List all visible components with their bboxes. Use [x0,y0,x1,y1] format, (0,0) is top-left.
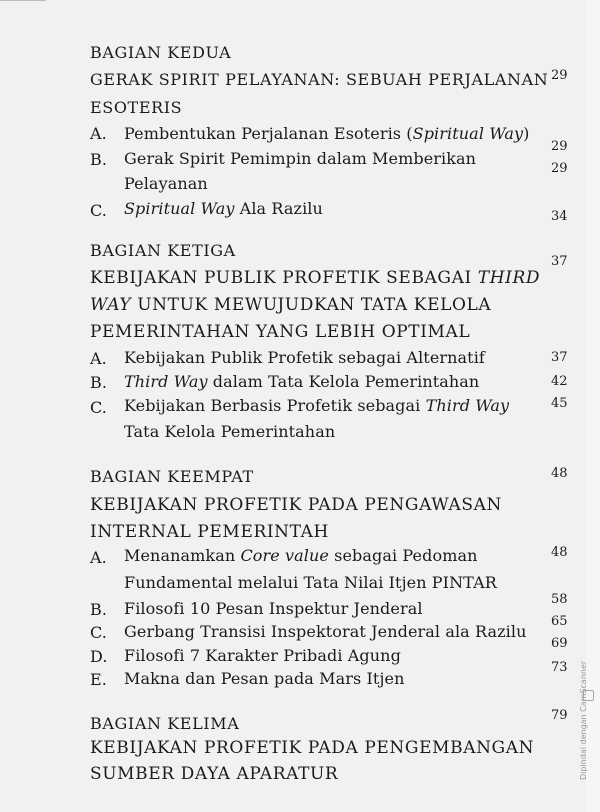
page-number: 37 [551,350,568,365]
toc-letter: B. [90,600,108,619]
section-title-ketiga-line1: KEBIJAKAN PUBLIK PROFETIK SEBAGAI THIRD [90,268,541,288]
section-title-kelima-line1: KEBIJAKAN PROFETIK PADA PENGEMBANGAN [90,738,535,758]
section-title-kedua-line2: ESOTERIS [90,98,183,117]
section-title-keempat-line2: INTERNAL PEMERINTAH [90,522,329,542]
page-number-kelima: 79 [551,708,568,723]
page-number: 45 [551,396,568,411]
toc-entry-keempat-a-line2: Fundamental melalui Tata Nilai Itjen PINTAR [124,573,497,592]
section-title-ketiga-line2: WAY UNTUK MEWUJUDKAN TATA KELOLA [90,295,492,315]
toc-entry-kedua-b: Gerak Spirit Pemimpin dalam Memberikan [124,149,477,168]
toc-letter: C. [90,398,107,417]
toc-letter: E. [90,670,107,689]
toc-entry-ketiga-b: Third Way dalam Tata Kelola Pemerintahan [124,372,480,391]
section-title-ketiga-line3: PEMERINTAHAN YANG LEBIH OPTIMAL [90,322,471,342]
page-number: 69 [551,636,568,651]
toc-entry-ketiga-c-line2: Tata Kelola Pemerintahan [124,422,336,441]
page-number: 29 [551,139,568,154]
toc-letter: A. [90,349,107,368]
section-label-ketiga: BAGIAN KETIGA [90,241,236,260]
toc-entry-keempat-a: Menanamkan Core value sebagai Pedoman [124,546,478,565]
top-edge-mark [0,0,46,1]
section-title-kelima-line2: SUMBER DAYA APARATUR [90,764,339,784]
page-number: 73 [551,660,568,675]
toc-entry-kedua-b-line2: Pelayanan [124,174,208,193]
toc-entry-keempat-b: Filosofi 10 Pesan Inspektur Jenderal [124,599,423,618]
page-number: 42 [551,374,568,389]
toc-entry-keempat-c: Gerbang Transisi Inspektorat Jenderal ala Razilu [124,622,527,641]
section-label-kedua: BAGIAN KEDUA [90,43,232,62]
page-number: 48 [551,545,568,560]
toc-letter: A. [90,124,107,143]
page-number-keempat: 48 [551,466,568,481]
section-label-kelima: BAGIAN KELIMA [90,714,240,733]
page-number: 29 [551,161,568,176]
page-number: 65 [551,614,568,629]
toc-entry-ketiga-c: Kebijakan Berbasis Profetik sebagai Third Way [124,396,510,415]
toc-letter: C. [90,623,107,642]
toc-letter: A. [90,548,107,567]
toc-entry-keempat-d: Filosofi 7 Karakter Pribadi Agung [124,646,401,665]
page-number: 34 [551,209,568,224]
scanner-watermark: Dipindai dengan CamScanner [579,660,588,780]
toc-letter: B. [90,373,108,392]
section-title-keempat-line1: KEBIJAKAN PROFETIK PADA PENGAWASAN [90,495,502,515]
toc-letter: D. [90,647,108,666]
page-number-kedua: 29 [551,68,568,83]
section-label-keempat: BAGIAN KEEMPAT [90,467,254,486]
toc-entry-kedua-a: Pembentukan Perjalanan Esoteris (Spiritual Way) [124,124,530,143]
toc-entry-kedua-c: Spiritual Way Ala Razilu [124,199,323,218]
page-number-ketiga: 37 [551,254,568,269]
toc-letter: C. [90,201,107,220]
toc-entry-ketiga-a: Kebijakan Publik Profetik sebagai Alternatif [124,348,485,367]
page-number: 58 [551,592,568,607]
toc-entry-keempat-e: Makna dan Pesan pada Mars Itjen [124,669,405,688]
section-title-kedua-line1: GERAK SPIRIT PELAYANAN: SEBUAH PERJALANAN [90,70,549,89]
toc-letter: B. [90,150,108,169]
